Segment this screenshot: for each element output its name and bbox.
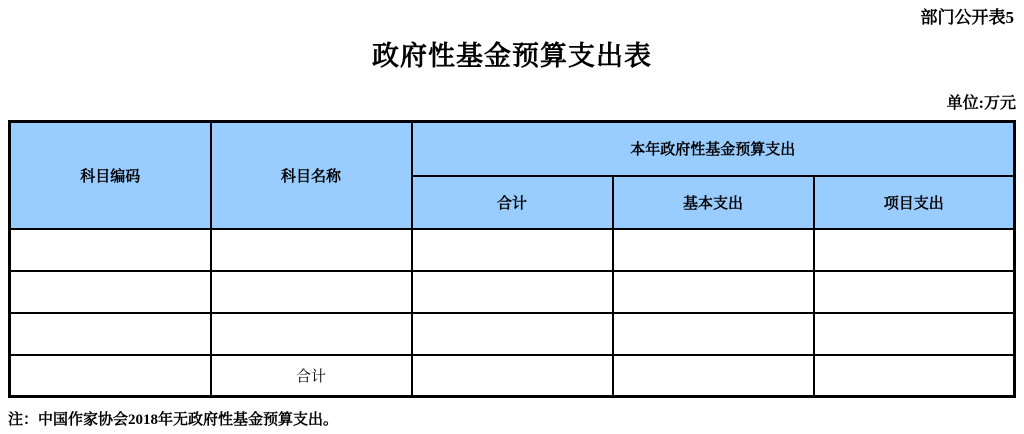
- cell-total: [412, 355, 613, 397]
- cell-basic-expenditure: [613, 313, 814, 355]
- table-row-total: [10, 355, 1015, 397]
- cell-subject-code: [10, 355, 211, 397]
- budget-table: [8, 120, 1016, 398]
- table-row: [10, 271, 1015, 313]
- cell-subject-name: [211, 229, 412, 271]
- cell-basic-expenditure: [613, 271, 814, 313]
- cell-basic-expenditure: [613, 355, 814, 397]
- header-total-cell: 合计: [412, 176, 613, 229]
- table-body: [10, 229, 1015, 397]
- cell-basic-expenditure: [613, 229, 814, 271]
- cell-subject-name: [211, 271, 412, 313]
- table-row: [10, 313, 1015, 355]
- table-header: [10, 122, 1015, 229]
- header-project-expenditure-cell: 项目支出: [814, 176, 1015, 229]
- cell-subject-code: [10, 313, 211, 355]
- header-subject-name-cell: 科目名称: [211, 122, 412, 229]
- header-basic-expenditure-cell: 基本支出: [613, 176, 814, 229]
- cell-total: [412, 313, 613, 355]
- corner-label: 部门公开表5: [920, 8, 1014, 27]
- table-row: [10, 229, 1015, 271]
- unit-label: 单位:万元: [946, 95, 1016, 112]
- cell-project-expenditure: [814, 355, 1015, 397]
- cell-subject-code: [10, 229, 211, 271]
- cell-subject-name: 合计: [211, 355, 412, 397]
- cell-total: [412, 229, 613, 271]
- cell-project-expenditure: [814, 271, 1015, 313]
- cell-project-expenditure: [814, 313, 1015, 355]
- cell-total: [412, 271, 613, 313]
- page-title: 政府性基金预算支出表: [372, 41, 652, 71]
- cell-subject-name: [211, 313, 412, 355]
- cell-subject-code: [10, 271, 211, 313]
- header-subject-code-cell: 科目编码: [10, 122, 211, 229]
- footnote: 注：中国作家协会2018年无政府性基金预算支出。: [8, 412, 339, 428]
- cell-project-expenditure: [814, 229, 1015, 271]
- header-current-year-group-cell: 本年政府性基金预算支出: [412, 122, 1015, 176]
